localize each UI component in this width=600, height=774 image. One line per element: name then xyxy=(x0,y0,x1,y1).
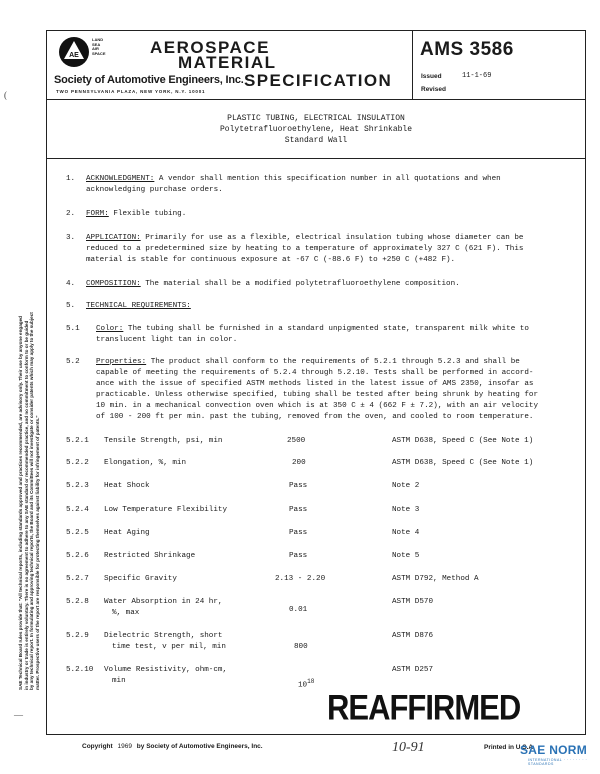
req-property: Volume Resistivity, ohm-cm, xyxy=(104,666,228,674)
logo-words xyxy=(92,38,105,56)
req-method: Note 3 xyxy=(392,506,420,514)
req-method: ASTM D638, Speed C (See Note 1) xyxy=(392,459,534,467)
paragraph-line: The product shall conform to the requirements of 5.2.1 through 5.2.3 and shall be xyxy=(150,358,520,366)
req-number: 5.2.5 xyxy=(66,529,89,537)
section-1-paragraph xyxy=(86,174,501,185)
reaffirmed-stamp: REAFFIRMED xyxy=(327,687,521,728)
req-property-cont: %, max xyxy=(112,609,140,617)
section-number: 5.2 xyxy=(66,358,80,366)
ams-number: AMS 3586 xyxy=(420,39,514,60)
notice-line: matter. Prospective users of the report are responsible for protecting themselves against liability for infringement of patents." xyxy=(34,415,40,690)
req-property: Dielectric Strength, short xyxy=(104,632,223,640)
copyright-year: 1969 xyxy=(117,743,132,750)
req-value: Pass xyxy=(289,529,308,537)
logo-word: SEA xyxy=(92,41,101,47)
paragraph-line: reduced to a predetermined size by heating to a temperature of approximately 327 C (621 F). This xyxy=(86,245,524,253)
req-method: ASTM D876 xyxy=(392,632,434,640)
req-value: 800 xyxy=(294,643,308,651)
req-value xyxy=(298,676,314,692)
req-method: ASTM D570 xyxy=(392,598,434,606)
section-4-paragraph xyxy=(86,279,460,290)
section-heading: Color: xyxy=(96,325,124,333)
section-number: 3. xyxy=(66,234,76,242)
header-title-line3: SPECIFICATION xyxy=(244,71,393,90)
req-property-cont: time test, v per mil, min xyxy=(112,643,226,651)
req-value: Pass xyxy=(289,482,308,490)
req-method: ASTM D638, Speed C (See Note 1) xyxy=(392,437,534,445)
paragraph-line: ance with the issue of specified ASTM methods listed in the latest issue of AMS 2350, insofar as xyxy=(96,380,534,388)
req-value-exponent: 18 xyxy=(307,678,315,685)
section-number: 5.1 xyxy=(66,325,80,333)
logo-word: LAND xyxy=(92,37,104,42)
section-heading: TECHNICAL REQUIREMENTS: xyxy=(86,302,191,310)
copyright-label: Copyright xyxy=(82,743,113,750)
section-5-2-paragraph xyxy=(96,357,520,368)
paragraph-line: practicable. Unless otherwise specified, tubing shall be tested after being shrunk by heating for xyxy=(96,391,539,399)
req-number: 5.2.9 xyxy=(66,632,89,640)
logo-word: SPACE xyxy=(92,50,106,56)
req-method: Note 2 xyxy=(392,482,420,490)
section-number: 4. xyxy=(66,280,76,288)
section-number: 2. xyxy=(66,210,76,218)
req-number: 5.2.7 xyxy=(66,575,89,583)
paragraph-line: Primarily for use as a flexible, electrical insulation tubing whose diameter can be xyxy=(145,234,524,242)
header-divider-horizontal xyxy=(46,99,586,100)
section-number: 5. xyxy=(66,302,76,310)
logo-word: AIR xyxy=(92,46,99,51)
req-property: Low Temperature Flexibility xyxy=(104,506,228,514)
copyright-holder: by Society of Automotive Engineers, Inc. xyxy=(136,743,263,750)
req-value: 200 xyxy=(292,459,306,467)
watermark-subtitle: INTERNATIONAL · · · · · · · · STANDARDS xyxy=(528,758,588,766)
req-property: Water Absorption in 24 hr, xyxy=(104,598,223,606)
header-divider-vertical xyxy=(412,30,413,99)
req-number: 5.2.8 xyxy=(66,598,89,606)
req-number: 5.2.3 xyxy=(66,482,89,490)
req-property: Heat Shock xyxy=(104,482,150,490)
req-number: 5.2.2 xyxy=(66,459,89,467)
section-heading: ACKNOWLEDGMENT: xyxy=(86,175,155,183)
sae-logo-icon xyxy=(58,36,90,68)
req-value: Pass xyxy=(289,506,308,514)
paragraph-line: The tubing shall be furnished in a standard unpigmented state, transparent milk white to xyxy=(127,325,529,333)
req-property-cont: min xyxy=(112,677,126,685)
section-heading: APPLICATION: xyxy=(86,234,141,242)
revised-label: Revised xyxy=(421,86,446,93)
header-title-line2: MATERIAL xyxy=(178,53,277,72)
notice-line: in industry or trade is entirely voluntary. There is no agreement to adhere to any SAE standard or recommended practice, and no commitment to conform to or be guided xyxy=(23,320,29,690)
req-property: Restricted Shrinkage xyxy=(104,552,196,560)
req-value: 2500 xyxy=(287,437,306,445)
section-number: 1. xyxy=(66,175,76,183)
req-property: Elongation, %, min xyxy=(104,459,187,467)
doc-title-line3: Standard Wall xyxy=(284,136,348,145)
section-5-1-paragraph xyxy=(96,324,529,335)
title-divider-horizontal xyxy=(46,158,586,159)
notice-line: SAE Technical Board rules provide that: "All technical reports, including standards approved and practices recommended, are advisory only. Their use by anyone engaged xyxy=(18,316,23,690)
paragraph-line: material is stable for continuous exposure at -67 C (-88.6 F) to +250 C (+482 F). xyxy=(86,256,456,264)
paragraph-line: of 100 - 200 ft per min. past the tubing, removed from the oven, and cooled to room temperature. xyxy=(96,413,534,421)
society-address: TWO PENNSYLVANIA PLAZA, NEW YORK, N.Y. 10001 xyxy=(56,89,206,94)
scan-mark: — xyxy=(14,710,23,720)
req-number: 5.2.6 xyxy=(66,552,89,560)
req-property: Tensile Strength, psi, min xyxy=(104,437,223,445)
paragraph-line: Flexible tubing. xyxy=(113,210,187,218)
req-value: 2.13 - 2.20 xyxy=(275,575,326,583)
paragraph-line: The material shall be a modified polytetrafluoroethylene composition. xyxy=(145,280,460,288)
handwritten-date: 10-91 xyxy=(392,740,425,755)
req-method: ASTM D792, Method A xyxy=(392,575,479,583)
notice-line: by any technical report. In formulating and approving technical reports, the Board and its Committees will not investigate or consider patents which may apply to the subject xyxy=(29,312,35,690)
issued-label: Issued xyxy=(421,73,442,80)
sae-advisory-notice xyxy=(18,130,40,690)
req-property: Specific Gravity xyxy=(104,575,177,583)
req-number: 5.2.4 xyxy=(66,506,89,514)
req-method: Note 4 xyxy=(392,529,420,537)
paragraph-line: A vendor shall mention this specification number in all quotations and when xyxy=(158,175,501,183)
paragraph-line: 10 min. in a mechanical convection oven which is at 350 C ± 4 (662 F ± 7.2), with an air velocity xyxy=(96,402,539,410)
header-title-line1: AEROSPACE xyxy=(150,38,270,57)
req-value: 0.01 xyxy=(289,606,308,614)
paragraph-line: translucent light tan in color. xyxy=(96,336,238,344)
section-2-paragraph xyxy=(86,209,186,220)
section-heading: COMPOSITION: xyxy=(86,280,141,288)
req-number: 5.2.10 xyxy=(66,666,94,674)
req-method: ASTM D257 xyxy=(392,666,434,674)
req-value: Pass xyxy=(289,552,308,560)
paragraph-line: acknowledging purchase orders. xyxy=(86,186,223,194)
section-heading: FORM: xyxy=(86,210,109,218)
section-heading: Properties: xyxy=(96,358,147,366)
req-property: Heat Aging xyxy=(104,529,150,537)
section-3-paragraph xyxy=(86,233,523,244)
svg-text:AE: AE xyxy=(69,52,79,59)
req-method: Note 5 xyxy=(392,552,420,560)
req-value-base: 10 xyxy=(298,681,308,690)
doc-title-line2: Polytetrafluoroethylene, Heat Shrinkable xyxy=(219,125,413,134)
copyright-notice xyxy=(82,743,263,750)
society-name: Society of Automotive Engineers, Inc. xyxy=(54,74,244,86)
req-number: 5.2.1 xyxy=(66,437,89,445)
doc-title-line1: PLASTIC TUBING, ELECTRICAL INSULATION xyxy=(227,114,405,123)
issued-date: 11-1-69 xyxy=(462,72,492,80)
scan-mark: ( xyxy=(4,90,7,100)
watermark-logo: SAE NORM xyxy=(520,743,588,757)
paragraph-line: capable of meeting the requirements of 5.2.4 through 5.2.10. Tests shall be performed in accord- xyxy=(96,369,534,377)
printed-in: Printed in U.S.A. xyxy=(484,744,535,751)
